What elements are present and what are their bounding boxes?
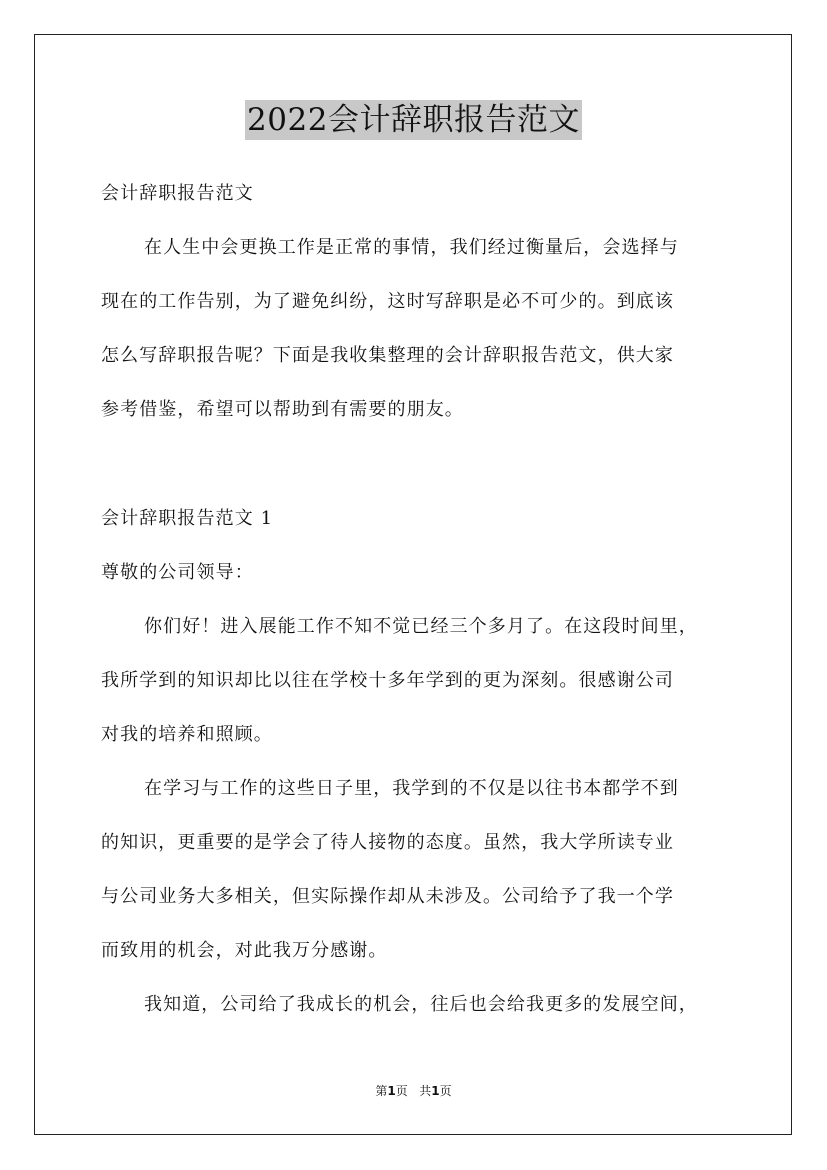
paragraph-line: 你们好！进入展能工作不知不觉已经三个多月了。在这段时间里， bbox=[144, 616, 698, 637]
footer-total-prefix: 共 bbox=[419, 1084, 432, 1098]
paragraph-line: 而致用的机会，对此我万分感谢。 bbox=[101, 940, 388, 961]
paragraph-line: 我所学到的知识却比以往在学校十多年学到的更为深刻。很感谢公司 bbox=[101, 670, 674, 691]
footer-page-suffix: 页 bbox=[395, 1084, 408, 1098]
paragraph-line: 的知识，更重要的是学会了待人接物的态度。虽然，我大学所读专业 bbox=[101, 832, 674, 853]
paragraph-line: 对我的培养和照顾。 bbox=[101, 724, 273, 745]
intro-line: 现在的工作告别，为了避免纠纷，这时写辞职是必不可少的。到底该 bbox=[101, 291, 674, 312]
intro-line: 怎么写辞职报告呢？下面是我收集整理的会计辞职报告范文，供大家 bbox=[101, 345, 674, 366]
document-subtitle: 会计辞职报告范文 bbox=[101, 183, 254, 204]
paragraph-line: 我知道，公司给了我成长的机会，往后也会给我更多的发展空间， bbox=[144, 994, 698, 1015]
title-container bbox=[0, 100, 827, 140]
footer-total-suffix: 页 bbox=[439, 1084, 452, 1098]
page-footer bbox=[0, 1083, 827, 1099]
footer-page-number: 1 bbox=[387, 1084, 396, 1098]
intro-line: 参考借鉴，希望可以帮助到有需要的朋友。 bbox=[101, 399, 464, 420]
section-heading: 会计辞职报告范文 1 bbox=[101, 508, 274, 529]
footer-page-prefix: 第 bbox=[375, 1084, 388, 1098]
paragraph-line: 与公司业务大多相关，但实际操作却从未涉及。公司给予了我一个学 bbox=[101, 886, 674, 907]
paragraph-line: 在学习与工作的这些日子里，我学到的不仅是以往书本都学不到 bbox=[144, 778, 679, 799]
footer-total-number: 1 bbox=[431, 1084, 440, 1098]
intro-line: 在人生中会更换工作是正常的事情，我们经过衡量后，会选择与 bbox=[144, 237, 679, 258]
salutation: 尊敬的公司领导： bbox=[101, 562, 254, 583]
document-title: 2022会计辞职报告范文 bbox=[247, 102, 580, 138]
